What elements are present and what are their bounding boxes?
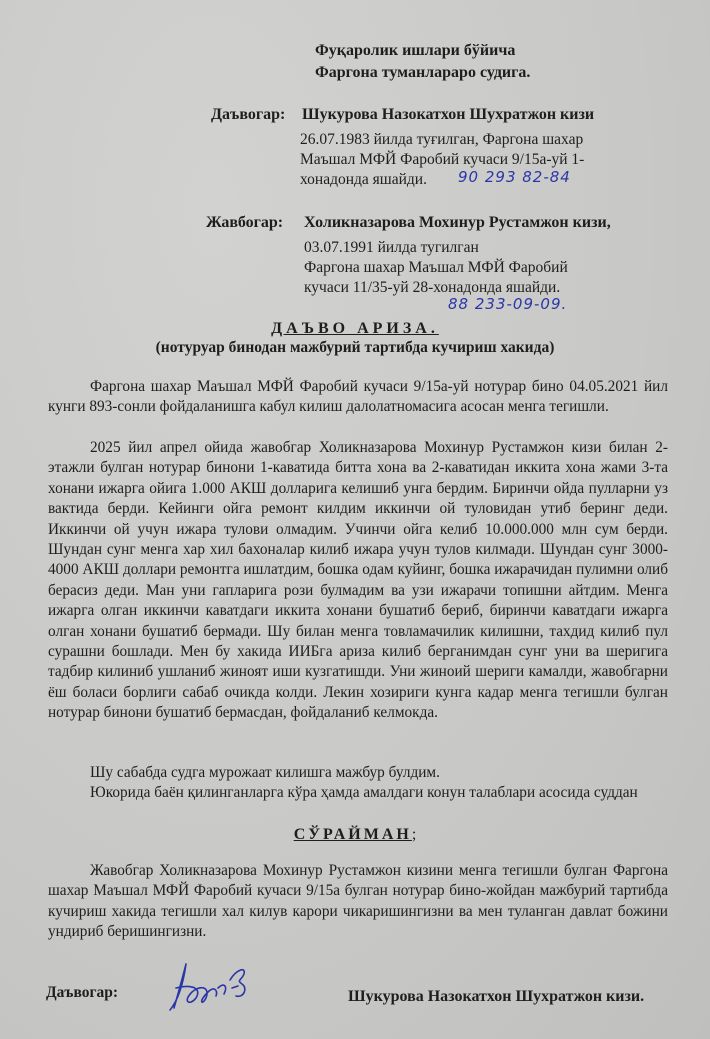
plaintiff-label: Даъвогар: (211, 106, 286, 123)
signature-name: Шукурова Назокатхон Шухратжон кизи. (348, 988, 645, 1005)
signature-scribble-icon (162, 958, 262, 1016)
court-line-2: Фаргона туманлараро судига. (315, 64, 531, 81)
paragraph-basis: Юкорида баён қилинганларга кўра ҳамда амалдаги конун талаблари асосида суддан (90, 784, 638, 801)
request-heading (0, 826, 710, 844)
defendant-phone-handwritten: 88 233-09-09. (448, 295, 568, 313)
document-title: ДАЪВО АРИЗА. (271, 320, 439, 337)
defendant-birth: 03.07.1991 йилда тугилган (304, 239, 479, 256)
paragraph-ownership: Фаргона шахар Маъшал МФЙ Фаробий кучаси 9/15а-уй нотурар бино 04.05.2021 йил кунги 893-сонли фойдаланишга кабул килиш далолатномасига асосан менга тегишли. (48, 378, 668, 416)
defendant-address-cont: кучаси 11/35-уй 28-хонадонда яшайди. (304, 279, 561, 296)
paragraph-reason: Шу сабабда судга мурожаат килишга мажбур булдим. (90, 764, 440, 781)
request-title: СЎРАЙМАН (293, 826, 412, 843)
paragraph-facts: 2025 йил апрел ойида жавобгар Холикназарова Мохинур Рустамжон кизи билан 2-этажли булган нотурар бинони 1-каватида битта хона ва 2-каватидан иккита хона жами 3-та хонани ижарга ойига 1.000 АКШ долларига келишиб унга бердим. Биринчи ойда пулларни уз вактида берди. Кейинги ойга ремонт килдим иккинчи ой туловидан утиб беринг деди. Иккинчи ой учун ижара тулови олмадим. Учинчи ойга келиб 10.000.000 млн сум берди. Шундан сунг менга хар хил бахоналар килиб ижара учун тулов килмади. Шундан сунг 3000-4000 АКШ доллари ремонтга ишлатдим, бошка одам куйинг, бошка ижарачидан пулимни олиб берасиз деди. Ман уни гапларига рози булмадим ва узи ижарачи топишни айтдим. Менга ижарга олган иккинчи каватдаги иккита хонани бушатиб бериб, биринчи каватдаги ижарга олган хонани бушатиб бермади. Шу билан менга товламачилик килишни, тахдид килиб пул сурашни бошлади. Мен бу хакида ИИБга ариза килиб берганимдан сунг уни ва шеригига тадбир килиниб ушланиб жиноят иши кузгатишди. Уни жиноий шериги камалди, жавобгарни ёш боласи борлиги сабаб очикда колди. Лекин хозириги кунга кадар менга тегишли булган нотурар бинони бушатиб бермасдан, фойдаланиб келмокда. (48, 439, 668, 722)
document-subtitle: (нотуруар бинодан мажбурий тартибда кучириш хакида) (155, 339, 555, 356)
defendant-label: Жавбогар: (206, 214, 284, 231)
defendant-address: Фаргона шахар Маъшал МФЙ Фаробий (304, 259, 568, 276)
court-line-1: Фуқаролик ишлари бўйича (315, 42, 516, 59)
plaintiff-phone-handwritten: 90 293 82-84 (458, 168, 571, 186)
request-text: Жавобгар Холикназарова Мохинур Рустамжон кизини менга тегишли булган Фаргона шахар Маъшал МФЙ Фаробий кучаси 9/15а булган нотурар бино-жойдан мажбурий тартибда кучириш хакида тегишли хал килув карори чикаришингизни ва мен туланган давлат божини ундириб беришингизни. (48, 862, 668, 941)
plaintiff-address-cont: хонадонда яшайди. (300, 171, 427, 188)
plaintiff-address: Маъшал МФЙ Фаробий кучаси 9/15а-уй 1- (300, 151, 585, 168)
plaintiff-name: Шукурова Назокатхон Шухратжон кизи (302, 106, 595, 123)
court-addressee (315, 40, 530, 84)
request-title-suffix: ; (411, 826, 417, 843)
plaintiff-birth: 26.07.1983 йилда туғилган, Фаргона шахар (300, 131, 584, 148)
defendant-name: Холикназарова Мохинур Рустамжон кизи, (304, 214, 611, 231)
signature-label: Даъвогар: (46, 984, 119, 1001)
